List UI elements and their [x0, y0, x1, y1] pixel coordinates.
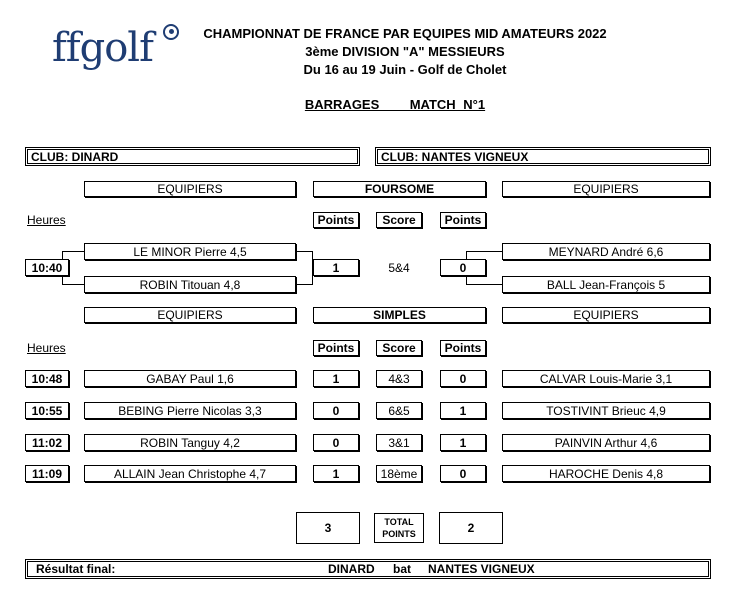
result-label: Résultat final: — [36, 562, 116, 576]
club-right: CLUB: NANTES VIGNEUX — [375, 147, 711, 166]
left-points: 1 — [313, 465, 359, 482]
match-subtitle: BARRAGES MATCH N°1 — [304, 97, 486, 112]
final-result-bar — [25, 559, 711, 579]
ffgolf-logo: ffgolf — [52, 25, 153, 71]
title-line-3: Du 16 au 19 Juin - Golf de Cholet — [303, 62, 507, 77]
foursome-right-player-2: BALL Jean-François 5 — [502, 276, 710, 293]
foursome-time: 10:40 — [25, 259, 69, 276]
simples-points-label-left: Points — [313, 340, 359, 356]
left-player: GABAY Paul 1,6 — [84, 370, 296, 387]
right-points: 0 — [440, 370, 486, 387]
match-score: 6&5 — [376, 402, 422, 419]
match-score: 3&1 — [376, 434, 422, 451]
bracket-line — [62, 251, 84, 252]
bracket-line — [296, 251, 313, 252]
simples-heures-label: Heures — [27, 341, 66, 355]
total-right: 2 — [439, 512, 503, 544]
simples-equipiers-left: EQUIPIERS — [84, 307, 296, 323]
match-score: 4&3 — [376, 370, 422, 387]
bracket-line — [296, 284, 313, 285]
left-player: ROBIN Tanguy 4,2 — [84, 434, 296, 451]
simples-score-label: Score — [376, 340, 422, 356]
right-player: HAROCHE Denis 4,8 — [502, 465, 710, 482]
foursome-heures-label: Heures — [27, 213, 66, 227]
club-left: CLUB: DINARD — [25, 147, 360, 166]
right-player: CALVAR Louis-Marie 3,1 — [502, 370, 710, 387]
match-time: 10:55 — [25, 402, 69, 419]
foursome-score: 5&4 — [388, 261, 410, 275]
bracket-line — [62, 284, 84, 285]
left-player: BEBING Pierre Nicolas 3,3 — [84, 402, 296, 419]
right-points: 0 — [440, 465, 486, 482]
foursome-right-player-1: MEYNARD André 6,6 — [502, 243, 710, 260]
foursome-points-label-right: Points — [440, 212, 486, 228]
total-label — [374, 513, 424, 543]
total-label-line-1: TOTAL — [384, 517, 414, 527]
total-left: 3 — [296, 512, 360, 544]
foursome-label: FOURSOME — [313, 181, 486, 197]
foursome-equipiers-left: EQUIPIERS — [84, 181, 296, 197]
right-points: 1 — [440, 402, 486, 419]
result-winner: DINARD — [328, 562, 375, 576]
foursome-left-player-2: ROBIN Titouan 4,8 — [84, 276, 296, 293]
foursome-score-label: Score — [376, 212, 422, 228]
foursome-points-label-left: Points — [313, 212, 359, 228]
total-label-line-2: POINTS — [382, 529, 416, 539]
left-player: ALLAIN Jean Christophe 4,7 — [84, 465, 296, 482]
foursome-left-points: 1 — [313, 259, 359, 276]
result-loser: NANTES VIGNEUX — [428, 562, 535, 576]
match-time: 11:02 — [25, 434, 69, 451]
right-player: PAINVIN Arthur 4,6 — [502, 434, 710, 451]
foursome-equipiers-right: EQUIPIERS — [502, 181, 710, 197]
match-time: 11:09 — [25, 465, 69, 482]
title-line-1: CHAMPIONNAT DE FRANCE PAR EQUIPES MID AMATEURS 2022 — [203, 26, 607, 41]
right-points: 1 — [440, 434, 486, 451]
result-verb: bat — [393, 562, 411, 576]
simples-label: SIMPLES — [313, 307, 486, 323]
title-line-2: 3ème DIVISION "A" MESSIEURS — [305, 44, 505, 59]
foursome-right-points: 0 — [440, 259, 486, 276]
bracket-line — [466, 284, 502, 285]
left-points: 0 — [313, 434, 359, 451]
foursome-left-player-1: LE MINOR Pierre 4,5 — [84, 243, 296, 260]
match-time: 10:48 — [25, 370, 69, 387]
simples-equipiers-right: EQUIPIERS — [502, 307, 710, 323]
left-points: 1 — [313, 370, 359, 387]
simples-points-label-right: Points — [440, 340, 486, 356]
left-points: 0 — [313, 402, 359, 419]
bracket-line — [466, 251, 502, 252]
right-player: TOSTIVINT Brieuc 4,9 — [502, 402, 710, 419]
match-score: 18ème — [376, 465, 422, 482]
